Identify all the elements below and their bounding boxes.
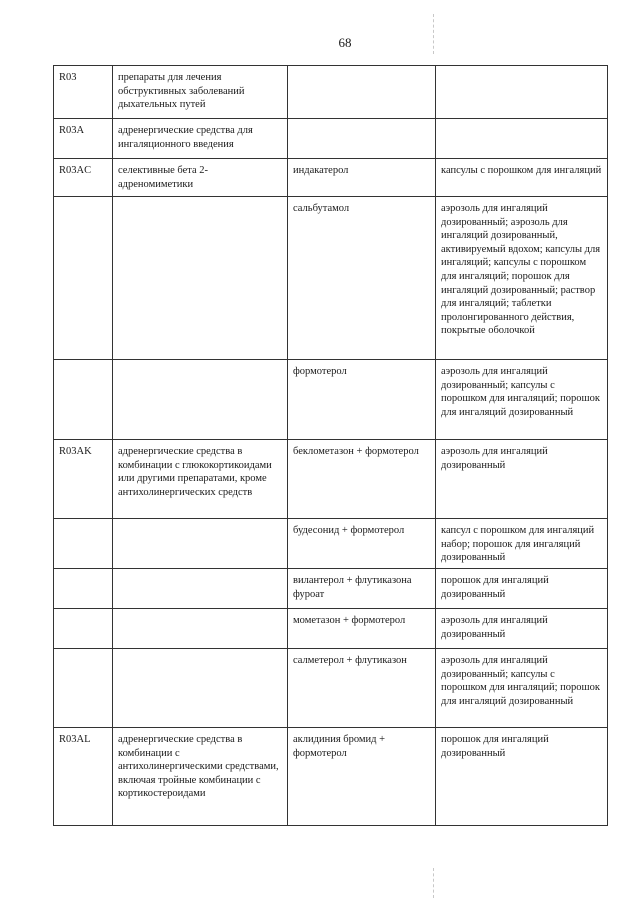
atc-code-cell: [54, 197, 113, 360]
drug-cell: индакатерол: [288, 159, 436, 197]
form-cell: капсулы с порошком для ингаляций: [436, 159, 608, 197]
form-cell: аэрозоль для ингаляций дозированный: [436, 609, 608, 649]
table-row: [54, 159, 608, 197]
atc-code-cell: [54, 519, 113, 569]
table-row: [54, 609, 608, 649]
form-cell: порошок для ингаляций дозированный: [436, 728, 608, 826]
group-cell: [113, 197, 288, 360]
table-row: [54, 197, 608, 360]
group-cell: [113, 569, 288, 609]
form-cell: [436, 66, 608, 119]
form-cell: аэрозоль для ингаляций дозированный; аэрозоль для ингаляций дозированный, активируемый вдохом; капсулы для ингаляций; капсулы с порошком для ингаляций; порошок для ингаляций дозированный; раствор для ингаляций; таблетки пролонгированного действия, покрытые оболочкой: [436, 197, 608, 360]
scan-mark-bottom: [433, 868, 435, 898]
atc-code-cell: R03AK: [54, 440, 113, 519]
group-cell: [113, 649, 288, 728]
drug-cell: беклометазон + формотерол: [288, 440, 436, 519]
group-cell: [113, 360, 288, 440]
atc-code-cell: R03A: [54, 119, 113, 159]
group-cell: препараты для лечения обструктивных заболеваний дыхательных путей: [113, 66, 288, 119]
table-row: [54, 649, 608, 728]
group-cell: селективные бета 2-адреномиметики: [113, 159, 288, 197]
form-cell: порошок для ингаляций дозированный: [436, 569, 608, 609]
drug-cell: сальбутамол: [288, 197, 436, 360]
drug-cell: мометазон + формотерол: [288, 609, 436, 649]
drug-cell: [288, 119, 436, 159]
drug-cell: аклидиния бромид + формотерол: [288, 728, 436, 826]
form-cell: аэрозоль для ингаляций дозированный; капсулы с порошком для ингаляций; порошок для ингаляций дозированный: [436, 649, 608, 728]
drug-cell: будесонид + формотерол: [288, 519, 436, 569]
drug-cell: салметерол + флутиказон: [288, 649, 436, 728]
group-cell: адренергические средства в комбинации с глюкокортикоидами или другими препаратами, кроме антихолинергических средств: [113, 440, 288, 519]
table-row: [54, 440, 608, 519]
group-cell: [113, 519, 288, 569]
table-row: [54, 360, 608, 440]
atc-code-cell: [54, 649, 113, 728]
atc-code-cell: [54, 569, 113, 609]
atc-code-cell: R03: [54, 66, 113, 119]
drug-cell: формотерол: [288, 360, 436, 440]
form-cell: аэрозоль для ингаляций дозированный; капсулы с порошком для ингаляций; порошок для ингаляций дозированный: [436, 360, 608, 440]
table-row: [54, 569, 608, 609]
atc-code-cell: [54, 609, 113, 649]
atc-code-cell: [54, 360, 113, 440]
group-cell: [113, 609, 288, 649]
form-cell: капсул с порошком для ингаляций набор; порошок для ингаляций дозированный: [436, 519, 608, 569]
atc-code-cell: R03AL: [54, 728, 113, 826]
form-cell: аэрозоль для ингаляций дозированный: [436, 440, 608, 519]
drug-table: [53, 65, 608, 826]
page-number: 68: [338, 35, 352, 50]
form-cell: [436, 119, 608, 159]
drug-cell: вилантерол + флутиказона фуроат: [288, 569, 436, 609]
atc-code-cell: R03AC: [54, 159, 113, 197]
group-cell: адренергические средства для ингаляционного введения: [113, 119, 288, 159]
table-row: [54, 119, 608, 159]
group-cell: адренергические средства в комбинации с антихолинергическими средствами, включая тройные комбинации с кортикостероидами: [113, 728, 288, 826]
table-row: [54, 728, 608, 826]
table-row: [54, 519, 608, 569]
drug-cell: [288, 66, 436, 119]
table-row: [54, 66, 608, 119]
